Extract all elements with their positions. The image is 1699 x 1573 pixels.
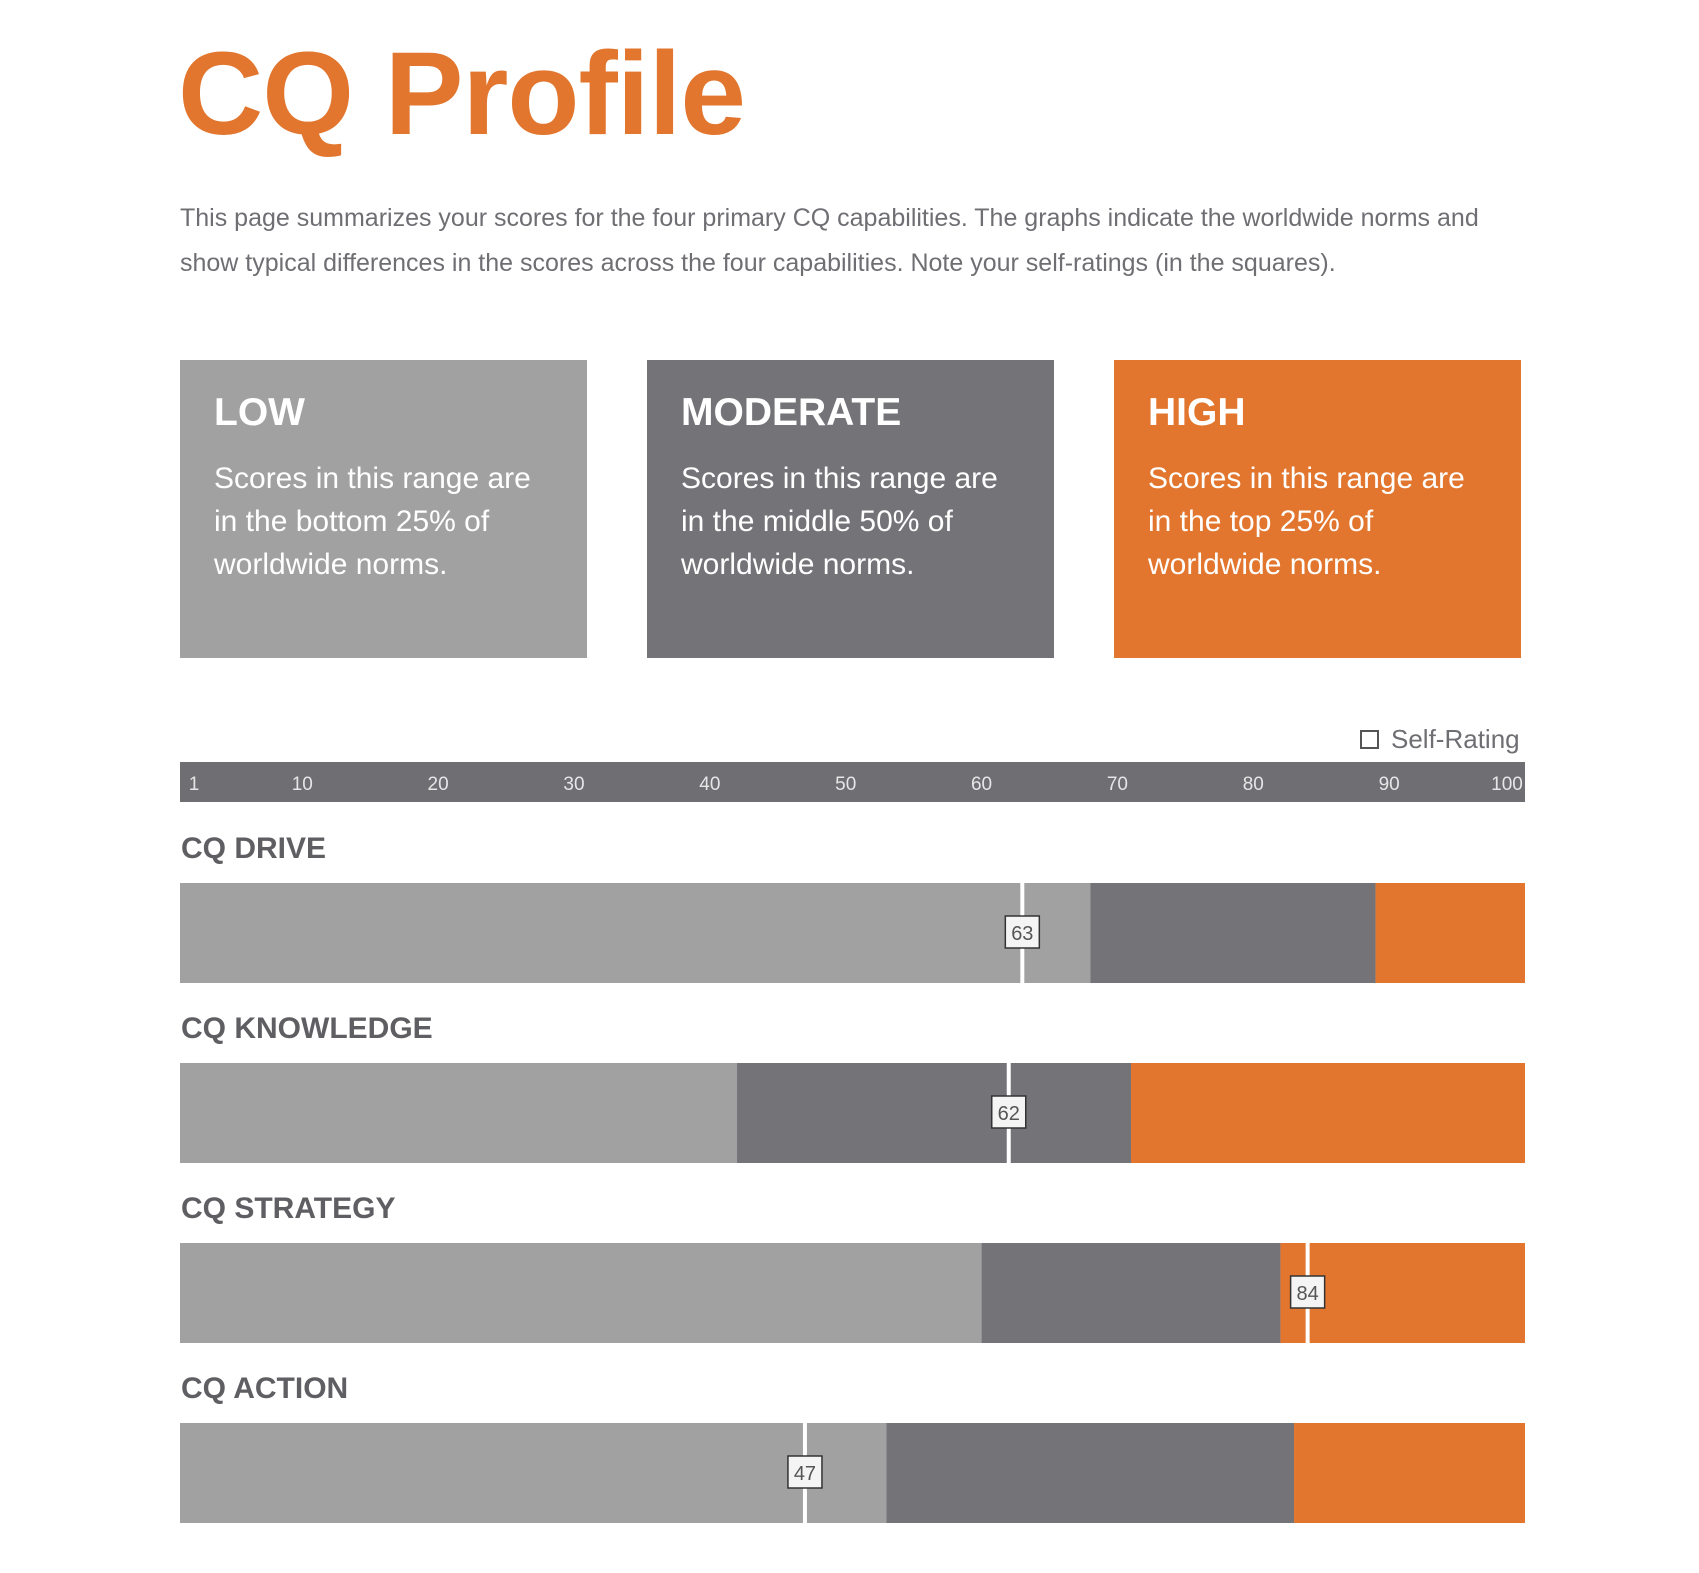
intro-text: This page summarizes your scores for the four primary CQ capabilities. The graphs indicate the worldwide norms and show typical differences in the scores across the four capabilities. Note your self-ratings (in the squares). <box>180 204 1479 277</box>
self-rating-value: 47 <box>793 1463 817 1485</box>
bar-segment-high <box>1376 883 1525 983</box>
capability-label-cq-drive: CQ DRIVE <box>181 832 327 865</box>
axis-tick-label: 60 <box>970 774 993 795</box>
axis-tick-label: 70 <box>1106 774 1128 795</box>
bar-segment-high <box>1294 1423 1525 1523</box>
range-high-title: HIGH <box>1148 391 1246 434</box>
page-title: CQ Profile <box>178 28 745 160</box>
bar-segment-moderate <box>737 1063 1131 1163</box>
range-high-description: Scores in this range are in the top 25% of worldwide norms. <box>1148 461 1465 581</box>
capability-label-cq-action: CQ ACTION <box>181 1372 349 1405</box>
axis-tick-label: 1 <box>188 774 200 795</box>
self-rating-value: 84 <box>1296 1283 1319 1305</box>
axis-tick-label: 40 <box>699 774 721 795</box>
capability-label-cq-strategy: CQ STRATEGY <box>181 1192 396 1225</box>
bar-segment-low <box>180 1423 886 1523</box>
bar-segment-moderate <box>1090 883 1375 983</box>
range-moderate-title: MODERATE <box>681 391 902 434</box>
legend-label: Self-Rating <box>1391 724 1520 754</box>
axis-tick-label: 80 <box>1242 774 1264 795</box>
axis-tick-label: 30 <box>563 774 585 795</box>
axis-tick-label: 100 <box>1491 774 1523 795</box>
bar-segment-moderate <box>982 1243 1281 1343</box>
axis-tick-label: 90 <box>1378 774 1400 795</box>
bar-segment-high <box>1131 1063 1525 1163</box>
bar-segment-low <box>180 883 1090 983</box>
self-rating-value: 63 <box>1011 923 1034 945</box>
range-low-title: LOW <box>214 391 305 434</box>
axis-tick-label: 50 <box>835 774 857 795</box>
range-low-description: Scores in this range are in the bottom 25% of worldwide norms. <box>214 461 531 581</box>
range-moderate-description: Scores in this range are in the middle 50% of worldwide norms. <box>681 461 998 581</box>
axis-tick-label: 10 <box>291 774 313 795</box>
bar-segment-low <box>180 1063 737 1163</box>
axis-tick-label: 20 <box>427 774 449 795</box>
capability-label-cq-knowledge: CQ KNOWLEDGE <box>181 1012 433 1045</box>
bar-segment-low <box>180 1243 982 1343</box>
self-rating-value: 62 <box>997 1103 1020 1125</box>
bar-segment-moderate <box>886 1423 1294 1523</box>
